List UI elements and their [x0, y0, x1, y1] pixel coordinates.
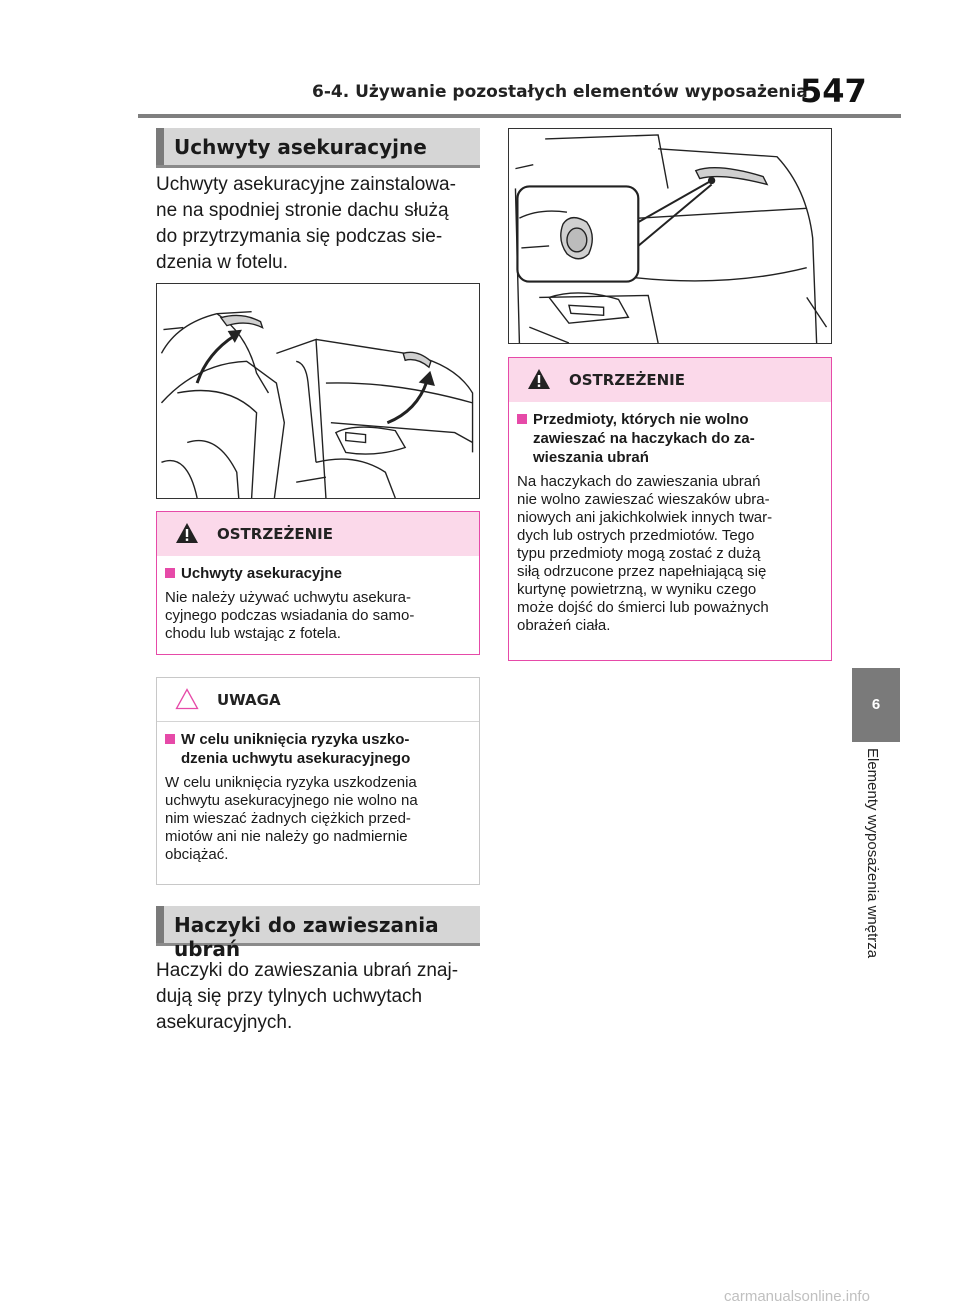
text-line: obciążać.: [165, 846, 229, 863]
caution-body: [157, 722, 479, 874]
warning-body: [509, 402, 831, 645]
text-line: ne na spodniej stronie dachu służą: [156, 200, 449, 221]
caution-subheading: [165, 730, 469, 768]
text-line: może dojść do śmierci lub poważnych: [517, 599, 769, 616]
subheading-line: dzenia uchwytu asekuracyjnego: [181, 750, 411, 767]
subheading-text: [181, 730, 410, 768]
text-line: chodu lub wstając z fotela.: [165, 625, 341, 642]
coat-hook-illustration: [508, 128, 832, 344]
text-line: asekuracyjnych.: [156, 1012, 293, 1033]
text-line: obrażeń ciała.: [517, 617, 611, 634]
chapter-title-vertical: Elementy wyposażenia wnętrza: [864, 748, 881, 959]
text-line: dych lub ostrych przedmiotów. Tego: [517, 527, 755, 544]
text-line: W celu uniknięcia ryzyka uszkodzenia: [165, 774, 417, 791]
section-heading-coat-hooks: [156, 906, 480, 961]
warning-label: OSTRZEŻENIE: [569, 371, 685, 389]
caution-triangle-icon: [175, 688, 199, 710]
text-line: typu przedmioty mogą zostać z dużą: [517, 545, 761, 562]
bullet-square-icon: [517, 414, 527, 424]
section-heading-text: Uchwyty asekuracyjne: [174, 135, 427, 159]
caution-header: [157, 678, 479, 722]
section-heading-text: Haczyki do zawieszania ubrań: [174, 913, 439, 961]
text-line: do przytrzymania się podczas sie-: [156, 226, 443, 247]
coat-hooks-text: [156, 958, 486, 1036]
caution-box-grips: [156, 677, 480, 885]
warning-box-grips: [156, 511, 480, 655]
assist-grips-illustration: [156, 283, 480, 499]
text-line: nim wieszać żadnych ciężkich przed-: [165, 810, 411, 827]
chapter-number: 6: [871, 696, 881, 713]
bullet-square-icon: [165, 734, 175, 744]
text-line: Nie należy używać uchwytu asekura-: [165, 589, 411, 606]
header-rule: [138, 114, 901, 118]
text-line: Uchwyty asekuracyjne zainstalowa-: [156, 174, 456, 195]
subheading-line: wieszania ubrań: [533, 449, 649, 466]
text-line: dzenia w fotelu.: [156, 252, 289, 273]
subheading-line: Przedmioty, których nie wolno: [533, 411, 749, 428]
warning-triangle-icon: [527, 368, 551, 390]
subheading-text: Uchwyty asekuracyjne: [181, 565, 342, 582]
text-line: nie wolno zawieszać wieszaków ubra-: [517, 491, 770, 508]
assist-grips-text: [156, 172, 486, 276]
text-line: siłą odrzucone przez napełniającą się: [517, 563, 767, 580]
subheading-text: [533, 410, 755, 467]
text-line: cyjnego podczas wsiadania do samo-: [165, 607, 415, 624]
subheading-line: zawieszać na haczykach do za-: [533, 430, 755, 447]
header-section-title: 6-4. Używanie pozostałych elementów wyposażenia: [312, 82, 808, 102]
text-line: niowych ani jakichkolwiek innych twar-: [517, 509, 773, 526]
text-line: kurtynę powietrzną, w wyniku czego: [517, 581, 757, 598]
watermark: carmanualsonline.info: [724, 1288, 870, 1305]
bullet-square-icon: [165, 568, 175, 578]
text-line: Haczyki do zawieszania ubrań znaj-: [156, 960, 459, 981]
text-line: dują się przy tylnych uchwytach: [156, 986, 423, 1007]
warning-subheading: [165, 564, 469, 583]
chapter-tab: [852, 668, 900, 742]
warning-label: OSTRZEŻENIE: [217, 525, 333, 543]
warning-body: [157, 556, 479, 653]
subheading-line: W celu uniknięcia ryzyka uszko-: [181, 731, 410, 748]
caution-label: UWAGA: [217, 691, 281, 709]
warning-triangle-icon: [175, 522, 199, 544]
text-line: Na haczykach do zawieszania ubrań: [517, 473, 761, 490]
warning-header: [509, 358, 831, 402]
page-number: 547: [800, 72, 867, 110]
warning-subheading: [517, 410, 821, 467]
text-line: miotów ani nie należy go nadmiernie: [165, 828, 408, 845]
text-line: uchwytu asekuracyjnego nie wolno na: [165, 792, 418, 809]
section-heading-assist-grips: [156, 128, 480, 168]
warning-header: [157, 512, 479, 556]
warning-box-hooks: [508, 357, 832, 661]
